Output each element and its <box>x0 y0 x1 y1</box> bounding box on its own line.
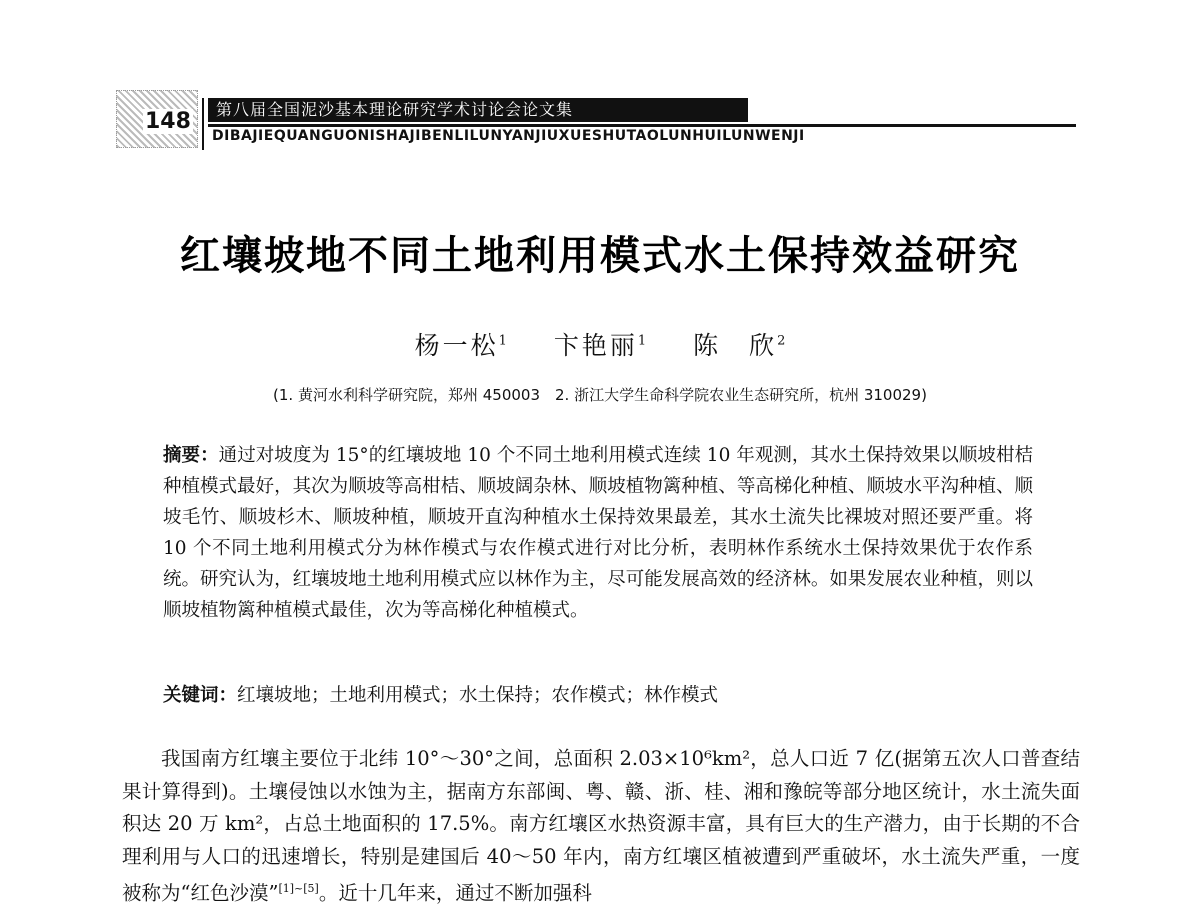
author-affil-marker: 1 <box>637 333 647 349</box>
running-header <box>112 88 1080 152</box>
author-affil-marker: 2 <box>777 333 786 349</box>
author-name: 杨一松 <box>414 331 499 360</box>
paper-title: 红壤坡地不同土地利用模式水土保持效益研究 <box>180 233 1020 279</box>
page-number: 148 <box>145 109 191 134</box>
author-name: 陈 欣 <box>693 331 778 360</box>
keywords <box>163 680 1033 711</box>
author <box>415 331 507 360</box>
body-text: 我国南方红壤主要位于北纬 10°～30°之间，总面积 2.03×10⁶km²，总人口近 7 亿(据第五次人口普查结果计算得到)。土壤侵蚀以水蚀为主，据南方东部闽、粤、赣、浙、桂、湘和豫皖等部分地区统计，水土流失面积达 20 万 km²，占总土地面积的 17.5%。南方红壤区水热资源丰富，具有巨大的生产潜力，由于长期的不合理利用与人口的迅速增长，特别是建国后 40～50 年内，南方红壤区植被遭到严重破坏，水土流失严重，一度被称为“红色沙漠” <box>122 747 1080 905</box>
page-number-badge <box>116 90 198 148</box>
author <box>554 331 646 360</box>
abstract-label: 摘要： <box>163 445 219 466</box>
body-paragraph <box>122 743 1080 910</box>
abstract <box>163 440 1033 626</box>
author-affil-marker: 1 <box>498 333 507 349</box>
keywords-text: 红壤坡地；土地利用模式；水土保持；农作模式；林作模式 <box>237 685 719 706</box>
body-text-continued: 。近十几年来，通过不断加强科 <box>318 881 592 905</box>
author-name: 卞艳丽 <box>553 331 638 360</box>
author <box>693 331 785 360</box>
author-list <box>0 326 1200 362</box>
abstract-text: 通过对坡度为 15°的红壤坡地 10 个不同土地利用模式连续 10 年观测，其水土保持效果以顺坡柑桔种植模式最好，其次为顺坡等高柑桔、顺坡阔杂林、顺坡植物篱种植、等高梯化种植、顺坡水平沟种植、顺坡毛竹、顺坡杉木、顺坡种植，顺坡开直沟种植水土保持效果最差，其水土流失比裸坡对照还要严重。将 10 个不同土地利用模式分为林作模式与农作模式进行对比分析，表明林作系统水土保持效果优于农作系统。研究认为，红壤坡地土地利用模式应以林作为主，尽可能发展高效的经济林。如果发展农业种植，则以顺坡植物篱种植模式最佳，次为等高梯化种植模式。 <box>163 445 1033 621</box>
citation: [1]~[5] <box>278 882 319 895</box>
header-rule <box>208 124 1076 127</box>
series-title-pinyin: DIBAJIEQUANGUONISHAJIBENLILUNYANJIUXUESHUTAOLUNHUILUNWENJI <box>212 128 805 144</box>
header-divider <box>202 98 204 150</box>
series-title-chinese: 第八届全国泥沙基本理论研究学术讨论会论文集 <box>208 98 748 122</box>
keywords-label: 关键词： <box>163 685 238 706</box>
affiliations: (1. 黄河水利科学研究院，郑州 450003 2. 浙江大学生命科学院农业生态研究所，杭州 310029) <box>273 386 927 404</box>
